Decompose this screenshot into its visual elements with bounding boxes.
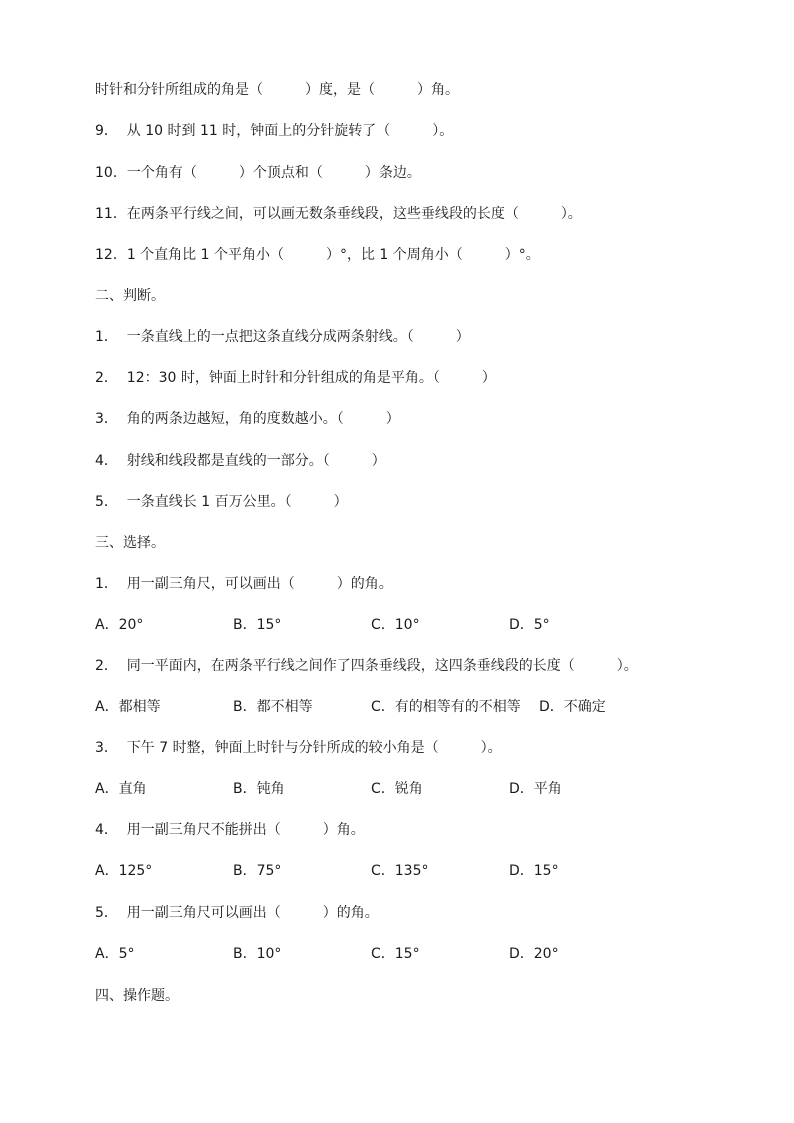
judge-question-1: 1． 一条直线上的一点把这条直线分成两条射线。（ ）: [95, 329, 470, 345]
fill-blank-question-12: 12．1 个直角比 1 个平角小（ ）°，比 1 个周角小（ ）°。: [95, 247, 540, 263]
section-heading-judge: 二、判断。: [95, 288, 165, 304]
choice-question-2-stem: 2． 同一平面内，在两条平行线之间作了四条垂线段，这四条垂线段的长度（ ）。: [95, 658, 638, 674]
option-a: A．125°: [95, 863, 153, 879]
option-c: C．135°: [371, 863, 429, 879]
fill-blank-question-9: 9． 从 10 时到 11 时，钟面上的分针旋转了（ ）。: [95, 123, 454, 139]
judge-question-3: 3． 角的两条边越短，角的度数越小。（ ）: [95, 411, 400, 427]
choice-question-1-options: [95, 615, 715, 635]
option-d: D．5°: [509, 617, 550, 633]
option-a: A．5°: [95, 946, 135, 962]
option-d: D．平角: [509, 781, 562, 797]
fill-blank-line: 时针和分针所组成的角是（ ）度，是（ ）角。: [95, 82, 459, 98]
section-heading-choice: 三、选择。: [95, 535, 165, 551]
choice-question-5-stem: 5． 用一副三角尺可以画出（ ）的角。: [95, 905, 379, 921]
fill-blank-question-11: 11．在两条平行线之间，可以画无数条垂线段，这些垂线段的长度（ ）。: [95, 206, 582, 222]
option-a: A．直角: [95, 781, 147, 797]
choice-question-2-options: [95, 697, 715, 717]
option-b: B．15°: [233, 617, 282, 633]
option-b: B．都不相等: [233, 699, 313, 715]
option-c: C．15°: [371, 946, 420, 962]
choice-question-4-options: [95, 861, 715, 881]
choice-question-1-stem: 1． 用一副三角尺，可以画出（ ）的角。: [95, 576, 393, 592]
option-d: D．不确定: [539, 699, 606, 715]
option-a: A．都相等: [95, 699, 161, 715]
option-b: B．10°: [233, 946, 282, 962]
judge-question-4: 4． 射线和线段都是直线的一部分。（ ）: [95, 453, 386, 469]
option-d: D．20°: [509, 946, 559, 962]
option-a: A．20°: [95, 617, 144, 633]
judge-question-5: 5． 一条直线长 1 百万公里。（ ）: [95, 494, 348, 510]
fill-blank-question-10: 10．一个角有（ ）个顶点和（ ）条边。: [95, 165, 421, 181]
option-d: D．15°: [509, 863, 559, 879]
option-c: C．有的相等有的不相等: [371, 699, 521, 715]
section-heading-operation: 四、操作题。: [95, 988, 179, 1004]
option-c: C．10°: [371, 617, 420, 633]
choice-question-3-stem: 3． 下午 7 时整，钟面上时针与分针所成的较小角是（ ）。: [95, 740, 502, 756]
choice-question-4-stem: 4． 用一副三角尺不能拼出（ ）角。: [95, 822, 365, 838]
option-b: B．钝角: [233, 781, 285, 797]
choice-question-3-options: [95, 779, 715, 799]
judge-question-2: 2． 12：30 时，钟面上时针和分针组成的角是平角。（ ）: [95, 370, 496, 386]
choice-question-5-options: [95, 944, 715, 964]
option-b: B．75°: [233, 863, 282, 879]
option-c: C．锐角: [371, 781, 423, 797]
